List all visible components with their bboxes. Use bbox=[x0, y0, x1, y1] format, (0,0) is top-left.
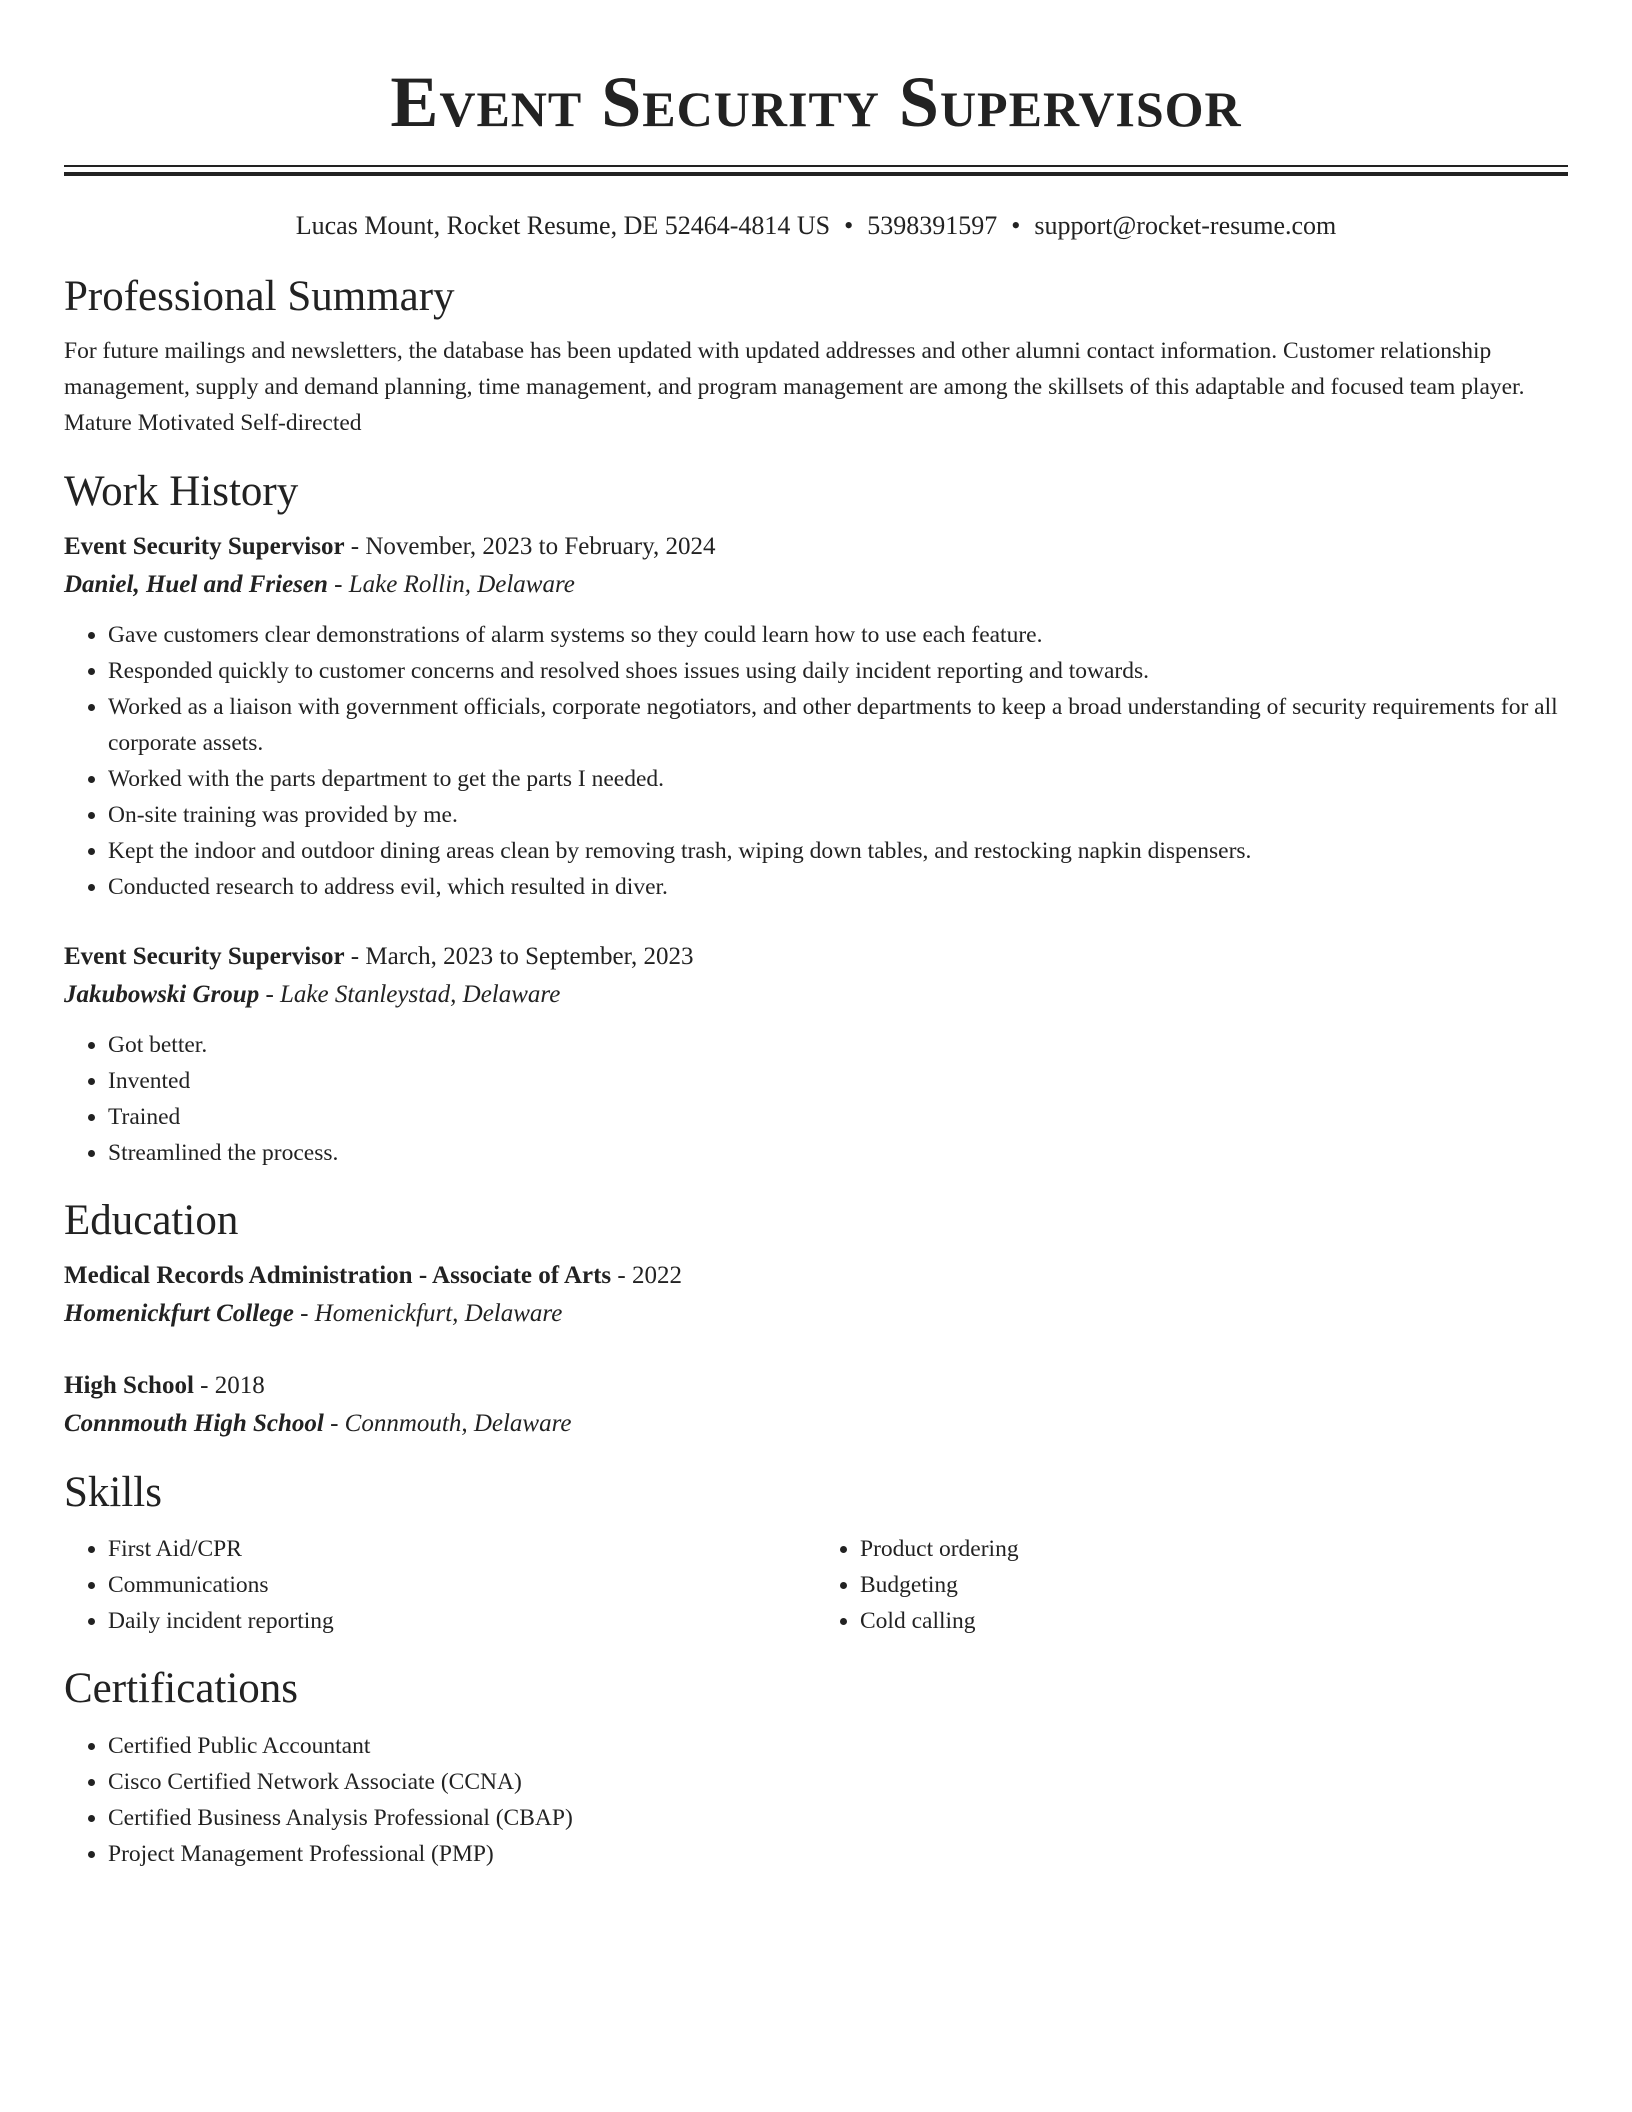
contact-address: Lucas Mount, Rocket Resume, DE 52464-4814 US bbox=[295, 211, 831, 240]
list-item: • On-site training was provided by me. bbox=[108, 797, 1568, 833]
list-item: • First Aid/CPR bbox=[108, 1531, 816, 1567]
contact-email: support@rocket-resume.com bbox=[1034, 211, 1337, 240]
list-item: • Certified Business Analysis Professional (CBAP) bbox=[108, 1800, 1568, 1836]
list-item: • Daily incident reporting bbox=[108, 1603, 816, 1639]
list-item: • Product ordering bbox=[860, 1531, 1568, 1567]
job-title-line bbox=[64, 938, 1568, 976]
list-item: • Responded quickly to customer concerns and resolved shoes issues using daily incident reporting and towards. bbox=[108, 653, 1568, 689]
list-item: • Got better. bbox=[108, 1027, 1568, 1063]
education-school: Homenickfurt College bbox=[64, 1300, 294, 1327]
certifications-list bbox=[64, 1728, 1568, 1872]
contact-line bbox=[64, 209, 1568, 243]
education-entry bbox=[64, 1367, 1568, 1443]
list-item: • Worked with the parts department to get the parts I needed. bbox=[108, 761, 1568, 797]
list-item: • Budgeting bbox=[860, 1567, 1568, 1603]
contact-phone: 5398391597 bbox=[867, 211, 998, 240]
education-degree-line bbox=[64, 1257, 1568, 1295]
list-item: • Worked as a liaison with government officials, corporate negotiators, and other departments to keep a broad understanding of security requirements for all corporate assets. bbox=[108, 689, 1568, 761]
list-item: • Gave customers clear demonstrations of alarm systems so they could learn how to use each feature. bbox=[108, 617, 1568, 653]
contact-separator: • bbox=[844, 211, 854, 240]
job-company: Daniel, Huel and Friesen bbox=[64, 571, 328, 598]
certifications-heading: Certifications bbox=[64, 1665, 299, 1712]
list-item: • Certified Public Accountant bbox=[108, 1728, 1568, 1764]
job-entry bbox=[64, 938, 1568, 1171]
education-school: Connmouth High School bbox=[64, 1410, 324, 1437]
education-year: - 2022 bbox=[611, 1262, 682, 1289]
list-item: • Trained bbox=[108, 1099, 1568, 1135]
list-item: • Streamlined the process. bbox=[108, 1135, 1568, 1171]
job-dates: - November, 2023 to February, 2024 bbox=[344, 533, 716, 560]
summary-heading: Professional Summary bbox=[64, 273, 455, 320]
list-item: • Conducted research to address evil, which resulted in diver. bbox=[108, 869, 1568, 905]
skills-heading: Skills bbox=[64, 1469, 162, 1516]
education-degree: High School bbox=[64, 1372, 194, 1399]
job-company-line bbox=[64, 566, 1568, 604]
list-item: • Cold calling bbox=[860, 1603, 1568, 1639]
list-item: • Cisco Certified Network Associate (CCNA) bbox=[108, 1764, 1568, 1800]
job-dates: - March, 2023 to September, 2023 bbox=[344, 943, 694, 970]
job-company: Jakubowski Group bbox=[64, 981, 260, 1008]
job-company-line bbox=[64, 976, 1568, 1014]
summary-text: For future mailings and newsletters, the database has been updated with updated addresses and other alumni contact information. Customer relationship management, supply and demand planning, time management, and program management are among the skillsets of this adaptable and focused team player. Mature Motivated Self-directed bbox=[64, 338, 1525, 436]
work-history-heading: Work History bbox=[64, 468, 299, 515]
resume-title: Event Security Supervisor bbox=[390, 62, 1242, 142]
job-title: Event Security Supervisor bbox=[64, 943, 345, 970]
job-location: - Lake Rollin, Delaware bbox=[327, 571, 575, 598]
education-school-line bbox=[64, 1405, 1568, 1443]
skills-list-left bbox=[64, 1531, 816, 1639]
job-location: - Lake Stanleystad, Delaware bbox=[259, 981, 561, 1008]
job-bullets bbox=[64, 617, 1568, 905]
list-item: • Kept the indoor and outdoor dining areas clean by removing trash, wiping down tables, and restocking napkin dispensers. bbox=[108, 833, 1568, 869]
list-item: • Invented bbox=[108, 1063, 1568, 1099]
contact-separator: • bbox=[1011, 211, 1021, 240]
skills-grid bbox=[64, 1531, 1568, 1639]
job-bullets bbox=[64, 1027, 1568, 1171]
job-entry bbox=[64, 528, 1568, 905]
education-year: - 2018 bbox=[193, 1372, 265, 1399]
job-title: Event Security Supervisor bbox=[64, 533, 345, 560]
title-rule-thin bbox=[64, 165, 1568, 167]
education-location: - Homenickfurt, Delaware bbox=[293, 1300, 563, 1327]
job-title-line bbox=[64, 528, 1568, 566]
skills-list-right bbox=[816, 1531, 1568, 1639]
education-location: - Connmouth, Delaware bbox=[323, 1410, 572, 1437]
education-heading: Education bbox=[64, 1197, 239, 1244]
education-degree: Medical Records Administration - Associate of Arts bbox=[64, 1262, 612, 1289]
list-item: • Communications bbox=[108, 1567, 816, 1603]
title-rule-thick bbox=[64, 172, 1568, 176]
list-item: • Project Management Professional (PMP) bbox=[108, 1836, 1568, 1872]
education-degree-line bbox=[64, 1367, 1568, 1405]
education-school-line bbox=[64, 1295, 1568, 1333]
education-entry bbox=[64, 1257, 1568, 1333]
